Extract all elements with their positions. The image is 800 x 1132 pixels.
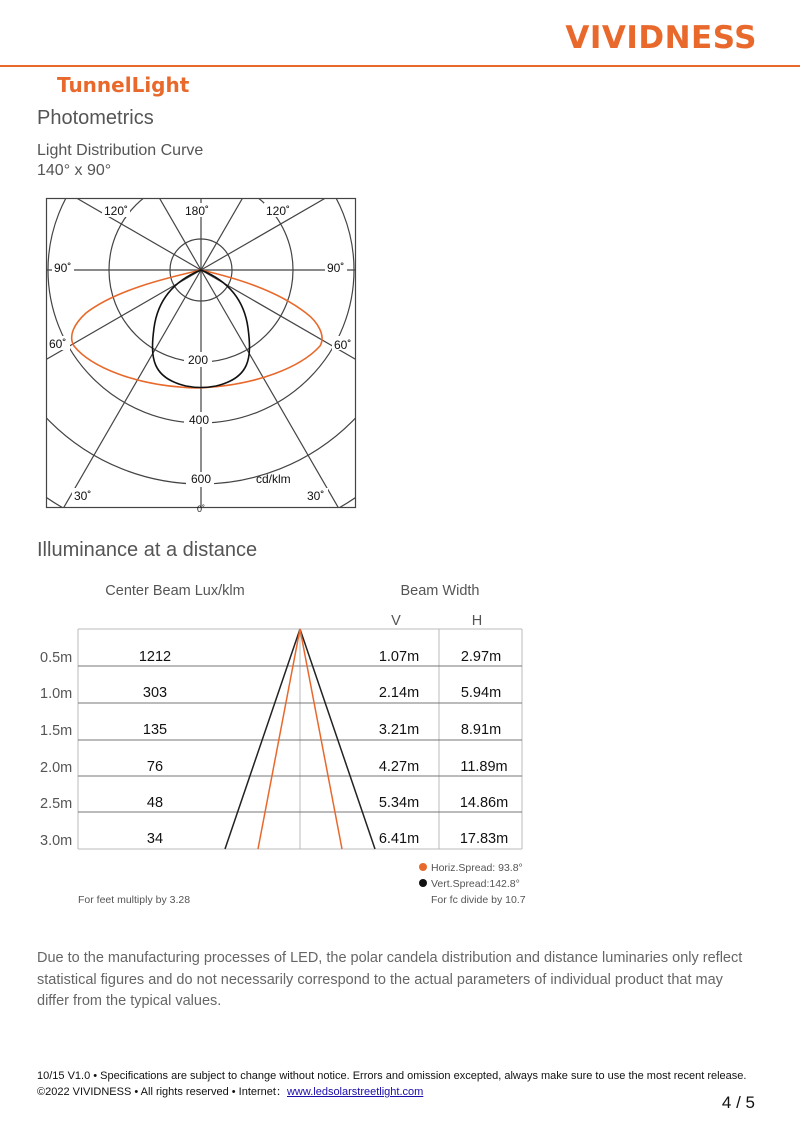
h-width: 5.94m	[460, 685, 502, 701]
v-label: V	[391, 613, 401, 629]
radial-label-200: 200	[187, 353, 209, 367]
disclaimer-text: Due to the manufacturing processes of LED, the polar candela distribution and distance luminaries only reflect statistical figures and do not necessarily correspond to the actual parameters of individual product that may differ from the typical values.	[37, 950, 743, 1009]
angle-label-120-left: 120˚	[103, 204, 129, 218]
distance-label: 1.0m	[40, 686, 73, 702]
brand-logo: VIVIDNESS	[565, 20, 757, 56]
unit-label: cd/klm	[256, 472, 291, 486]
legend-horiz: Horiz.Spread: 93.8°	[431, 862, 523, 874]
curve-angles: 140° x 90°	[37, 162, 112, 179]
lux-value: 76	[146, 759, 164, 775]
v-width: 6.41m	[378, 831, 420, 847]
footer-copyright-text: ©2022 VIVIDNESS • All rights reserved • Internet：	[37, 1086, 287, 1098]
distance-label: 2.0m	[40, 760, 73, 776]
angle-label-90-left: 90˚	[54, 261, 72, 275]
lux-value: 34	[146, 831, 164, 847]
legend-vert-dot	[419, 879, 427, 887]
distance-label: 2.5m	[40, 796, 73, 812]
radial-label-400: 400	[188, 413, 210, 427]
center-beam-header: Center Beam Lux/klm	[105, 583, 245, 599]
radial-label-600: 600	[190, 472, 212, 486]
illuminance-diagram	[30, 575, 550, 915]
page-number: 4 / 5	[721, 1093, 755, 1112]
legend-vert: Vert.Spread:142.8°	[431, 878, 520, 890]
angle-label-180: 180˚	[184, 204, 210, 218]
distance-label: 1.5m	[40, 723, 73, 739]
distance-labels	[40, 650, 72, 849]
note-fc: For fc divide by 10.7	[431, 894, 526, 906]
curve-subtitle: Light Distribution Curve	[37, 142, 204, 159]
lux-value: 303	[142, 685, 168, 701]
h-width: 11.89m	[460, 759, 508, 775]
lux-value: 135	[142, 722, 168, 738]
lux-values	[139, 649, 171, 847]
v-width: 5.34m	[378, 795, 420, 811]
v-width: 2.14m	[378, 685, 420, 701]
v-widths	[379, 649, 419, 847]
section-title-illuminance: Illuminance at a distance	[37, 539, 258, 561]
section-title-photometrics: Photometrics	[37, 107, 154, 129]
angle-label-60-left: 60˚	[49, 337, 67, 351]
angle-label-30-left: 30˚	[74, 489, 92, 503]
h-width: 14.86m	[459, 795, 509, 811]
angle-label-30-right: 30˚	[307, 489, 325, 503]
legend-horiz-dot	[419, 863, 427, 871]
angle-label-90-right: 90˚	[327, 261, 345, 275]
footer-spec-note: 10/15 V1.0 • Specifications are subject to change without notice. Errors and omission excepted, always make sure to use the most recent release.	[37, 1070, 747, 1082]
angle-label-120-right: 120˚	[265, 204, 291, 218]
lux-value: 1212	[138, 649, 172, 665]
note-feet: For feet multiply by 3.28	[78, 894, 191, 906]
h-width: 8.91m	[460, 722, 502, 738]
v-width: 3.21m	[378, 722, 420, 738]
h-label: H	[471, 613, 483, 629]
angle-label-60-right: 60˚	[334, 338, 352, 352]
angle-label-0: 0˚	[196, 504, 206, 514]
lux-value: 48	[146, 795, 164, 811]
h-width: 17.83m	[459, 831, 509, 847]
product-name: TunnelLight	[57, 73, 190, 97]
website-link[interactable]: www.ledsolarstreetlight.com	[286, 1086, 424, 1098]
header-divider	[0, 65, 800, 67]
footer-copyright	[37, 1084, 746, 1100]
distance-label: 3.0m	[40, 833, 73, 849]
h-widths	[460, 649, 508, 847]
v-width: 1.07m	[378, 649, 420, 665]
distance-label: 0.5m	[40, 650, 73, 666]
polar-distribution-chart	[46, 198, 356, 514]
footer	[37, 1068, 746, 1100]
h-width: 2.97m	[460, 649, 502, 665]
beam-width-header: Beam Width	[400, 583, 480, 599]
v-width: 4.27m	[378, 759, 420, 775]
